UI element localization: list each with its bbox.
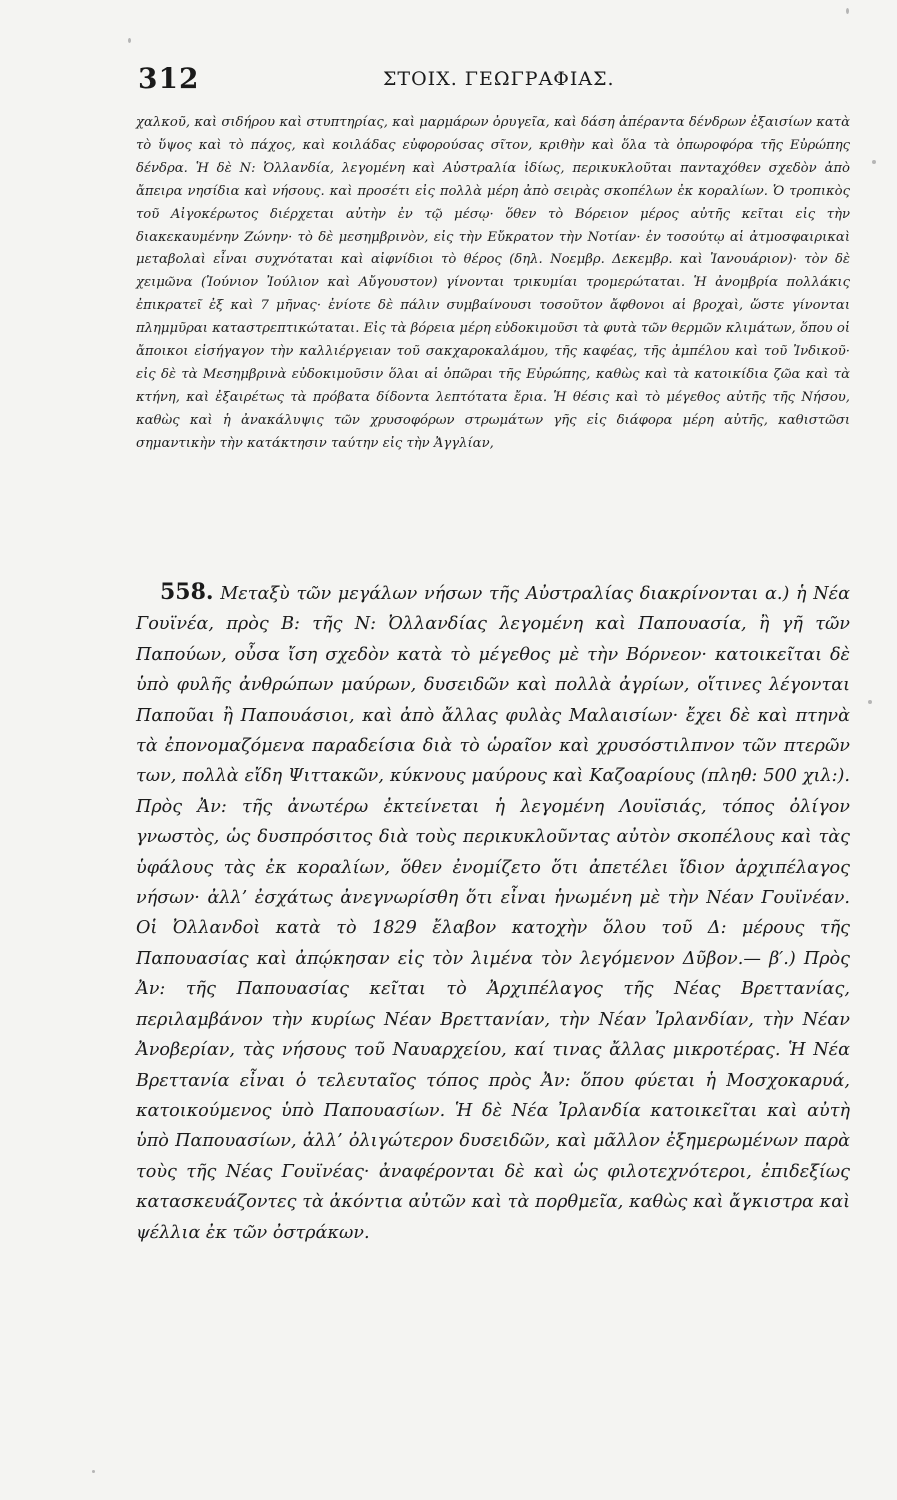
scan-speck [128,38,131,43]
section-paragraph [136,577,850,1248]
scan-speck [872,160,876,164]
running-title: ΣΤΟΙΧ. ΓΕΩΓΡΑΦΙΑΣ. [383,68,615,90]
scan-speck [868,700,872,704]
page-header [138,62,758,102]
section-558 [136,577,850,1248]
page-number: 312 [138,62,200,95]
section-number: 558. [160,579,214,605]
scan-speck [846,8,849,14]
continued-paragraph-text: χαλκοῦ, καὶ σιδήρου καὶ στυπτηρίας, καὶ μαρμάρων ὀρυγεῖα, καὶ δάση ἀπέραντα δένδρων ἐξαισίων κατὰ τὸ ὕψος καὶ τὸ πάχος, καὶ κοιλάδας εὐφορούσας σῖτον, κριθὴν καὶ ὅλα τὰ ὀπωροφόρα τῆς Εὐρώπης δένδρα. Ἡ δὲ Ν: Ὀλλανδία, λεγομένη καὶ Αὐστραλία ἰδίως, περικυκλοῦται πανταχόθεν σχεδὸν ἀπὸ ἄπειρα νησίδια καὶ νήσους. καὶ προσέτι εἰς πολλὰ μέρη ἀπὸ σειρὰς σκοπέλων ἐκ κοραλίων. Ὁ τροπικὸς τοῦ Αἰγοκέρωτος διέρχεται αὐτὴν ἐν τῷ μέσῳ· ὅθεν τὸ Βόρειον μέρος αὐτῆς κεῖται εἰς τὴν διακεκαυμένην Ζώνην· τὸ δὲ μεσημβρινὸν, εἰς τὴν Εὔκρατον τὴν Νοτίαν· ἐν τοσούτῳ αἱ ἀτμοσφαιρικαὶ μεταβολαὶ εἶναι συχνόταται καὶ αἰφνίδιοι τὸ θέρος (δηλ. Νοεμβρ. Δεκεμβρ. καὶ Ἰανουάριον)· τὸν δὲ χειμῶνα (Ἰούνιον Ἰούλιον καὶ Αὔγουστον) γίνονται τρικυμίαι τρομερώταται. Ἡ ἀνομβρία πολλάκις ἐπικρατεῖ ἐξ καὶ 7 μῆνας· ἐνίοτε δὲ πάλιν συμβαίνουσι τοσοῦτον ἄφθονοι αἱ βροχαὶ, ὥστε γίνονται πλημμῦραι καταστρεπτικώταται. Εἰς τὰ βόρεια μέρη εὐδοκιμοῦσι τὰ φυτὰ τῶν θερμῶν κλιμάτων, ὅπου οἱ ἄποικοι εἰσήγαγον τὴν καλλιέργειαν τοῦ σακχαροκαλάμου, τῆς καφέας, τῆς ἀμπέλου καὶ τοῦ Ἰνδικοῦ· εἰς δὲ τὰ Μεσημβρινὰ εὐδοκιμοῦσιν ὅλαι αἱ ὀπῶραι τῆς Εὐρώπης, καθὼς καὶ τὰ κατοικίδια ζῶα καὶ τὰ κτήνη, καὶ ἐξαιρέτως τὰ πρόβατα δίδοντα λεπτότατα ἔρια. Ἡ θέσις καὶ τὸ μέγεθος αὐτῆς τῆς Νήσου, καθὼς καὶ ἡ ἀνακάλυψις τῶν χρυσοφόρων στρωμάτων γῆς εἰς διάφορα μέρη αὐτῆς, καθιστῶσι σημαντικὴν τὴν κατάκτησιν ταύτην εἰς τὴν Ἀγγλίαν, [136,115,850,451]
scan-speck [92,1470,95,1473]
continued-paragraph [136,112,850,456]
section-text: Μεταξὺ τῶν μεγάλων νήσων τῆς Αὐστραλίας διακρίνονται α.) ἡ Νέα Γουϊνέα, πρὸς Β: τῆς Ν: Ὀλλανδίας λεγομένη καὶ Παπουασία, ἢ γῆ τῶν Παπούων, οὖσα ἴση σχεδὸν κατὰ τὸ μέγεθος μὲ τὴν Βόρνεον· κατοικεῖται δὲ ὑπὸ φυλῆς ἀνθρώπων μαύρων, δυσειδῶν καὶ πολλὰ ἀγρίων, οἵτινες λέγονται Παποῦαι ἢ Παπουάσιοι, καὶ ἀπὸ ἄλλας φυλὰς Μαλαισίων· ἔχει δὲ καὶ πτηνὰ τὰ ἐπονομαζόμενα παραδείσια διὰ τὸ ὡραῖον καὶ χρυσόστιλπνον τῶν πτερῶν των, πολλὰ εἴδη Ψιττακῶν, κύκνους μαύρους καὶ Καζοαρίους (πληθ: 500 χιλ:). Πρὸς Ἀν: τῆς ἀνωτέρω ἐκτείνεται ἡ λεγομένη Λουϊσιάς, τόπος ὀλίγον γνωστὸς, ὡς δυσπρόσιτος διὰ τοὺς περικυκλοῦντας αὐτὸν σκοπέλους καὶ τὰς ὑφάλους τὰς ἐκ κοραλίων, ὅθεν ἐνομίζετο ὅτι ἀπετέλει ἴδιον ἀρχιπέλαγος νήσων· ἀλλ’ ἐσχάτως ἀνεγνωρίσθη ὅτι εἶναι ἡνωμένη μὲ τὴν Νέαν Γουϊνέαν. Οἱ Ὀλλανδοὶ κατὰ τὸ 1829 ἔλαβον κατοχὴν ὅλου τοῦ Δ: μέρους τῆς Παπουασίας καὶ ἀπῴκησαν εἰς τὸν λιμένα τὸν λεγόμενον Δῦβον.— β′.) Πρὸς Ἀν: τῆς Παπουασίας κεῖται τὸ Ἀρχιπέλαγος τῆς Νέας Βρεττανίας, περιλαμβάνον τὴν κυρίως Νέαν Βρεττανίαν, τὴν Νέαν Ἰρλανδίαν, τὴν Νέαν Ἀνοβερίαν, τὰς νήσους τοῦ Ναυαρχείου, καί τινας ἄλλας μικροτέρας. Ἡ Νέα Βρεττανία εἶναι ὁ τελευταῖος τόπος πρὸς Ἀν: ὅπου φύεται ἡ Μοσχοκαρυά, κατοικούμενος ὑπὸ Παπουασίων. Ἡ δὲ Νέα Ἰρλανδία κατοικεῖται καὶ αὐτὴ ὑπὸ Παπουασίων, ἀλλ’ ὀλιγώτερον δυσειδῶν, καὶ μᾶλλον ἐξημερωμένων παρὰ τοὺς τῆς Νέας Γουϊνέας· ἀναφέρονται δὲ καὶ ὡς φιλοτεχνότεροι, ἐπιδεξίως κατασκευάζοντες τὰ ἀκόντια αὐτῶν καὶ τὰ πορθμεῖα, καθὼς καὶ ἄγκιστρα καὶ ψέλλια ἐκ τῶν ὀστράκων. [136,584,851,1243]
